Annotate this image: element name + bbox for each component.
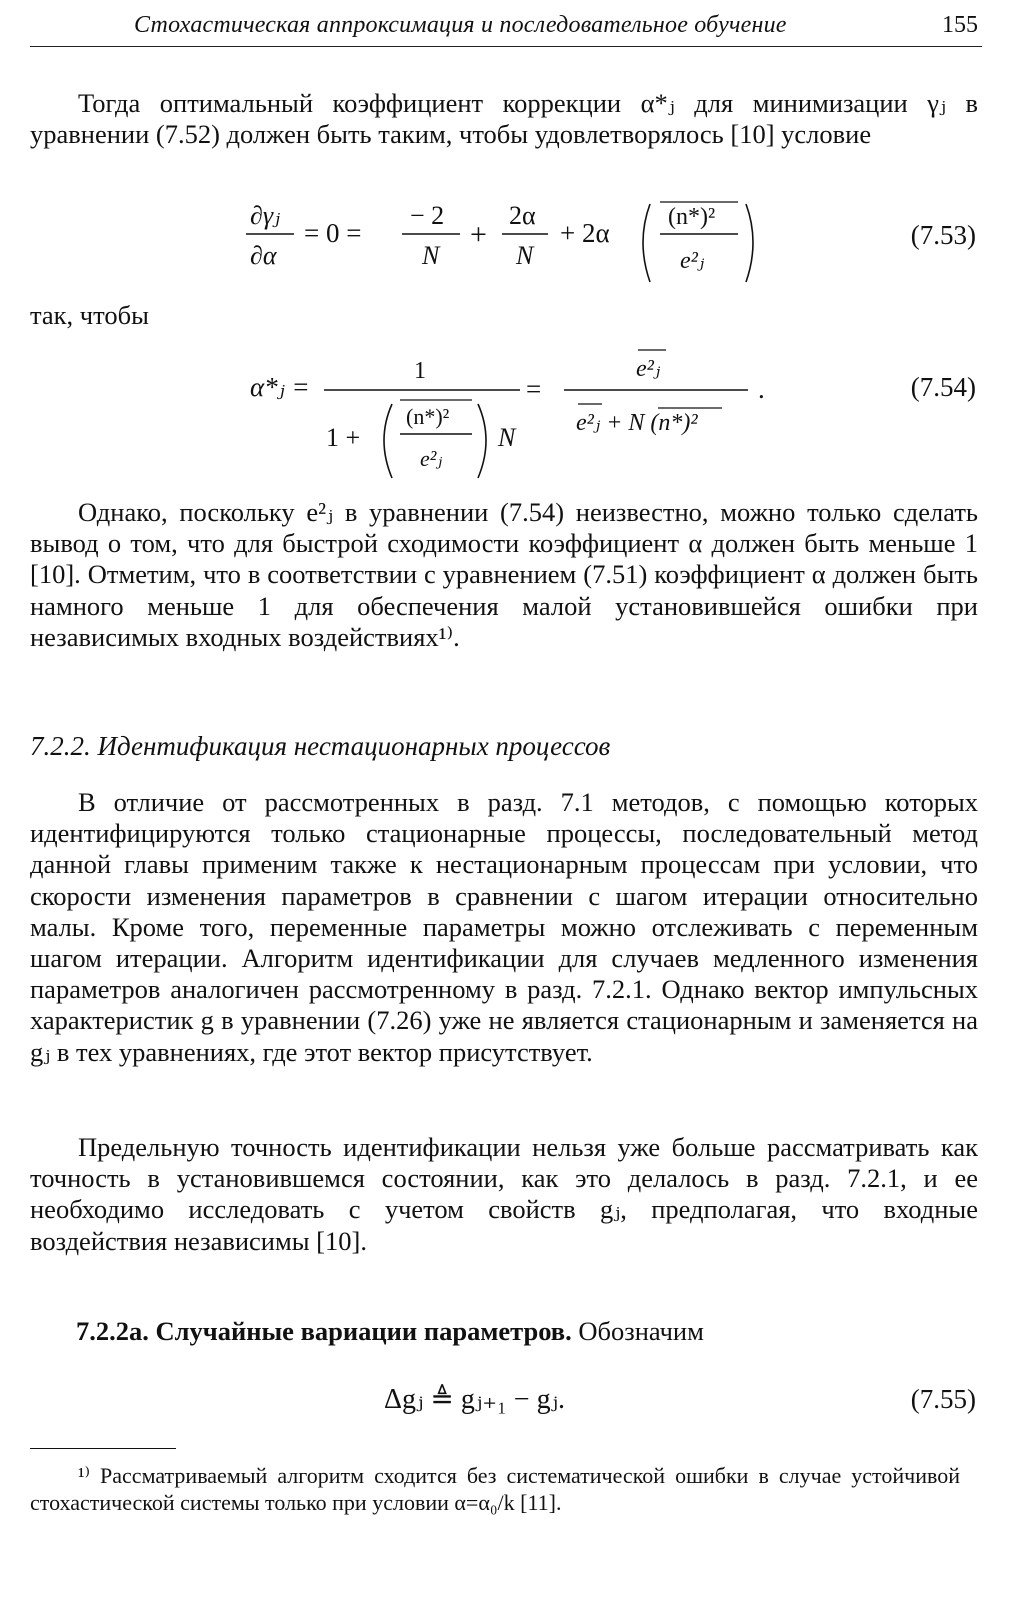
eq754-lhs: α*ⱼ = (250, 372, 310, 402)
running-header (30, 8, 982, 47)
paragraph-intro: Тогда оптимальный коэффициент коррекции α*ⱼ для минимизации γⱼ в уравнении (7.52) должен быть таким, чтобы удовлетворялось [10] условие (30, 88, 978, 150)
eq753-lhs-num: ∂γⱼ (250, 201, 280, 230)
eq754-f2-den: e²ⱼ + N (n*)² (576, 410, 698, 436)
eq754-f2-num: e²ⱼ (636, 356, 661, 382)
paragraph-accuracy: Предельную точность идентификации нельзя уже больше рассматривать как точность в установившемся состоянии, как это делалось в разд. 7.2.1, и ее необходимо исследовать с учетом свойств gⱼ, предполагая, что входные воздействия независимы [10]. (30, 1132, 978, 1256)
section-heading-7-2-2: 7.2.2. Идентификация нестационарных процессов (30, 731, 611, 761)
eq753-t3-coef: + 2α (560, 218, 610, 248)
eq753-t2-num: 2α (509, 201, 536, 230)
eq754-f1-inner-num: (n*)² (406, 404, 450, 429)
paragraph-nonstationary: В отличие от рассмотренных в разд. 7.1 методов, с помощью которых идентифицируются только стационарные процессы, последовательный метод данной главы применим также к нестационарным процессам при условии, что скорости изменения параметров в сравнении с шагом итерации относительно малы. Кроме того, переменные параметры можно отслеживать с переменным шагом итерации. Алгоритм идентификации для случаев медленного изменения параметров аналогичен рассмотренному в разд. 7.2.1. Однако вектор импульсных характеристик g в уравнении (7.26) уже не является стационарным и заменяется на gⱼ в тех уравнениях, где этот вектор присутствует. (30, 787, 978, 1067)
eq754-f1-den-suffix: N (498, 423, 516, 452)
equation-7-55 (0, 1372, 1016, 1428)
eq755-expression: Δgⱼ ≜ gⱼ₊₁ − gⱼ. (384, 1384, 565, 1415)
footnote-rule (30, 1448, 176, 1449)
eq754-equals: = (526, 374, 542, 404)
equation-7-53-svg (0, 196, 1016, 292)
eq753-t1-den: N (422, 241, 440, 270)
eq753-t3-den: e²ⱼ (680, 248, 705, 274)
eq753-t1-num: − 2 (410, 201, 445, 230)
equation-7-53 (0, 196, 1016, 292)
subsection-heading (76, 1316, 704, 1347)
equation-number-7-54: (7.54) (910, 372, 976, 402)
footnote: ¹⁾ Рассматриваемый алгоритм сходится без систематической ошибки в случае устойчивой стохастической системы только при условии α=α₀/k [11]. (30, 1463, 960, 1515)
eq754-period: . (758, 374, 765, 404)
equation-7-54-svg (0, 342, 1016, 482)
eq754-f1-inner-den: e²ⱼ (420, 446, 443, 471)
eq753-zero: = 0 = (304, 218, 362, 248)
eq753-lhs-den: ∂α (250, 241, 277, 270)
equation-number-7-55: (7.55) (910, 1384, 976, 1414)
page-number: 155 (942, 12, 978, 38)
eq754-f1-num: 1 (414, 358, 426, 384)
paragraph-however: Однако, поскольку e²ⱼ в уравнении (7.54) неизвестно, можно только сделать вывод о том, что для быстрой сходимости коэффициент α должен быть меньше 1 [10]. Отметим, что в соответствии с уравнением (7.51) коэффициент α должен быть намного меньше 1 для обеспечения малой установившейся ошибки при независимых входных воздействиях¹⁾. (30, 497, 978, 652)
eq754-f1-den-prefix: 1 + (326, 423, 361, 452)
eq753-t2-den: N (516, 241, 534, 270)
eq753-t3-num: (n*)² (668, 204, 716, 230)
eq753-plus: + (470, 218, 487, 251)
equation-number-7-53: (7.53) (910, 220, 976, 250)
paragraph-so-that: так, чтобы (30, 300, 149, 330)
subsection-lead: Обозначим (571, 1316, 704, 1346)
subsection-title: 7.2.2а. Случайные вариации параметров. (76, 1316, 572, 1346)
equation-7-54 (0, 342, 1016, 482)
running-title: Стохастическая аппроксимация и последовательное обучение (134, 12, 787, 38)
